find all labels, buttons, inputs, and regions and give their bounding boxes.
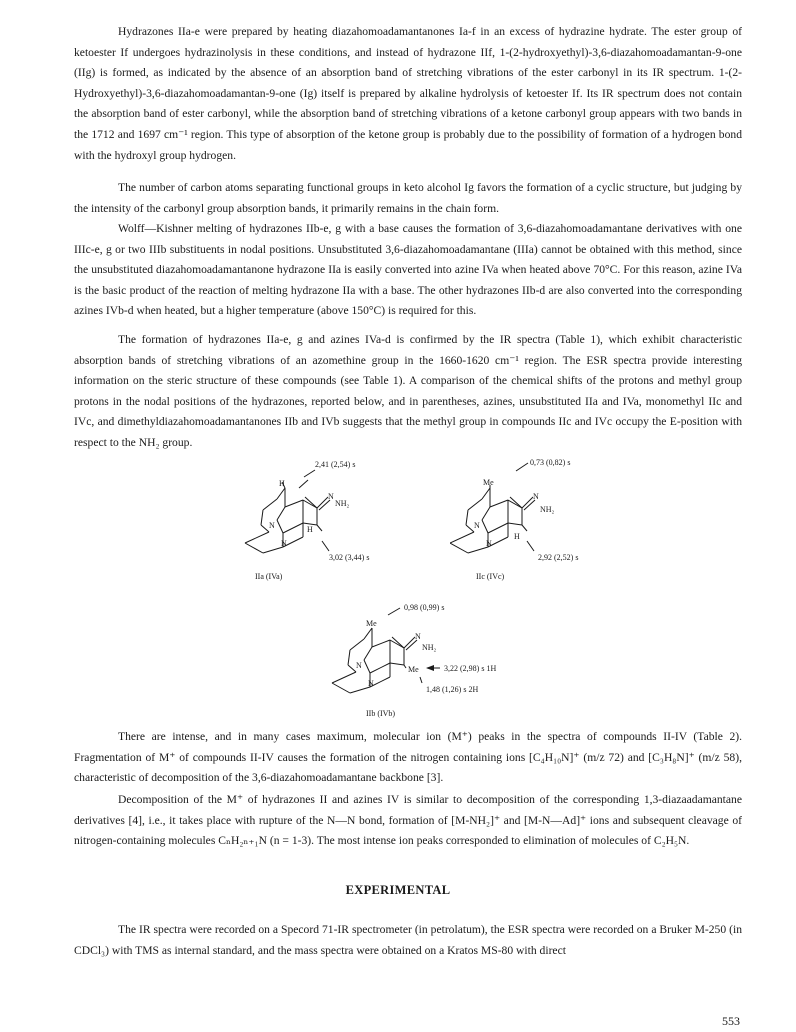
structure-iic-ivc xyxy=(450,455,650,585)
section-heading-experimental: EXPERIMENTAL xyxy=(345,883,451,897)
chemical-shift-bottom-iic: 2,92 (2,52) s xyxy=(538,553,579,562)
paragraph-ir-esr: The formation of hydrazones IIa-e, g and azines IVa-d is confirmed by the IR spectra (Table 1), which exhibit characteristic absorption bands of stretching vibrations of an azomethine group in the 1660-1620 cm⁻¹ region. The ESR spectra provide interesting information on the steric structure of these compounds (see Table 1). A comparison of the chemical shifts of the protons and methyl group protons in the nodal positions of the hydrazones, reported below, and in parentheses, azines, unsubstituted IIa and IVa, monomethyl IIc and IVc, and dimethyldiazahomoadamantanones IIb and IVb suggests that the methyl group in compounds IIc and IVc occupy the E-position with respect to the NH₂ group. xyxy=(74,333,742,449)
atom-n-hydrazone: N xyxy=(415,632,421,641)
chemical-shift-bottom-iia: 3,02 (3,44) s xyxy=(329,553,370,562)
group-nh2: NH₂ xyxy=(335,499,350,508)
atom-n-ring-1: N xyxy=(356,661,362,670)
atom-n-hydrazone: N xyxy=(328,492,334,501)
structure-label-iia: IIa (IVa) xyxy=(255,572,283,581)
atom-n-ring-2: N xyxy=(281,539,287,548)
atom-h-top: H xyxy=(279,479,285,488)
paragraph-mass-spectra: There are intense, and in many cases maximum, molecular ion (M⁺) peaks in the spectra of compounds II-IV (Table 2). Fragmentation of M⁺ of compounds II-IV causes the formation of the nitrogen containing ions [C₄H₁₀N]⁺ (m/z 72) and [C₃H₈N]⁺ (m/z 58), characteristic of decomposition of the 3,6-diazahomoadamantane backbone [3]. xyxy=(74,730,742,785)
paragraph-keto-alcohol: The number of carbon atoms separating functional groups in keto alcohol Ig favors the formation of a cyclic structure, but judging by the intensity of the carbonyl group absorption bands, it primarily remains in the chain form. xyxy=(74,181,742,215)
group-me-nodal: Me xyxy=(408,665,419,674)
group-nh2: NH₂ xyxy=(540,505,555,514)
structure-iib-ivb xyxy=(330,595,550,723)
chemical-shift-me-1h: 3,22 (2,98) s 1H xyxy=(444,664,497,673)
atom-n-ring-2: N xyxy=(486,539,492,548)
atom-n-ring-1: N xyxy=(474,521,480,530)
group-me-top: Me xyxy=(483,478,494,487)
atom-h-nodal: H xyxy=(307,525,313,534)
chemical-shift-top-iib: 0,98 (0,99) s xyxy=(404,603,445,612)
page-number: 553 xyxy=(722,1014,740,1028)
structure-label-iib: IIb (IVb) xyxy=(366,709,396,718)
chemical-shift-top-iia: 2,41 (2,54) s xyxy=(315,460,356,469)
paragraph-experimental: The IR spectra were recorded on a Specord 71-IR spectrometer (in petrolatum), the ESR spectra were recorded on a Bruker M-250 (in CDCl₃) with TMS as internal standard, and the mass spectra were obtained on a Kratos MS-80 with direct xyxy=(74,923,742,957)
atom-h-nodal: H xyxy=(514,532,520,541)
atom-n-ring-1: N xyxy=(269,521,275,530)
group-nh2: NH₂ xyxy=(422,643,437,652)
chemical-shift-me-2h: 1,48 (1,26) s 2H xyxy=(426,685,479,694)
chemical-shift-top-iic: 0,73 (0,82) s xyxy=(530,458,571,467)
paragraph-hydrazone-preparation: Hydrazones IIa-e were prepared by heating diazahomoadamantanones Ia-f in an excess of hydrazine hydrate. The ester group of ketoester If undergoes hydrazinolysis in these conditions, and instead of hydrazone IIf, 1-(2-hydroxyethyl)-3,6-diazahomoadamantan-9-one (IIg) is formed, as indicated by the absence of an absorption band of stretching vibrations of the ester carbonyl in its IR spectrum. 1-(2-Hydroxyethyl)-3,6-diazahomoadamantan-9-one (Ig) itself is prepared by alkaline hydrolysis of ketoester If. Its IR spectrum does not contain the absorption band of ester carbonyl, while the absorption band of stretching vibrations of a ketone carbonyl group appears with two bands in the 1712 and 1697 cm⁻¹ region. This type of absorption of the ketone group is probably due to the possibility of formation of a hydrogen bond with the hydroxyl group hydrogen. xyxy=(74,25,742,162)
structure-iia-iva xyxy=(225,455,425,585)
paragraph-decomposition: Decomposition of the M⁺ of hydrazones II and azines IV is similar to decomposition of the corresponding 1,3-diazaadamantane derivatives [4], i.e., it takes place with rupture of the N—N bond, formation of [M-NH₂]⁺ and [M-N—Ad]⁺ ions and subsequent cleavage of nitrogen-containing molecules CₙH₂ₙ₊₁N (n = 1-3). The most intense ion peaks corresponded to elimination of molecules of C₂H₅N. xyxy=(74,793,742,848)
paragraph-wolff-kishner: Wolff—Kishner melting of hydrazones IIb-e, g with a base causes the formation of 3,6-diazahomoadamantane derivatives with one IIIc-e, g or two IIIb substituents in nodal positions. Unsubstituted 3,6-diazahomoadamantane (IIIa) cannot be obtained with this method, since the unsubstituted diazahomoadamantanone hydrazone IIa is easily converted into azine IVa when heated above 70°C. For this reason, azine IVa is the basic product of the reaction of melting hydrazone IIa with a base. The other hydrazones IIb-d are also converted into the corresponding azines IVb-d when heated, but a higher temperature (above 150°C) is required for this. xyxy=(74,222,742,318)
structure-label-iic: IIc (IVc) xyxy=(476,572,505,581)
atom-n-ring-2: N xyxy=(368,679,374,688)
group-me-top: Me xyxy=(366,619,377,628)
atom-n-hydrazone: N xyxy=(533,492,539,501)
